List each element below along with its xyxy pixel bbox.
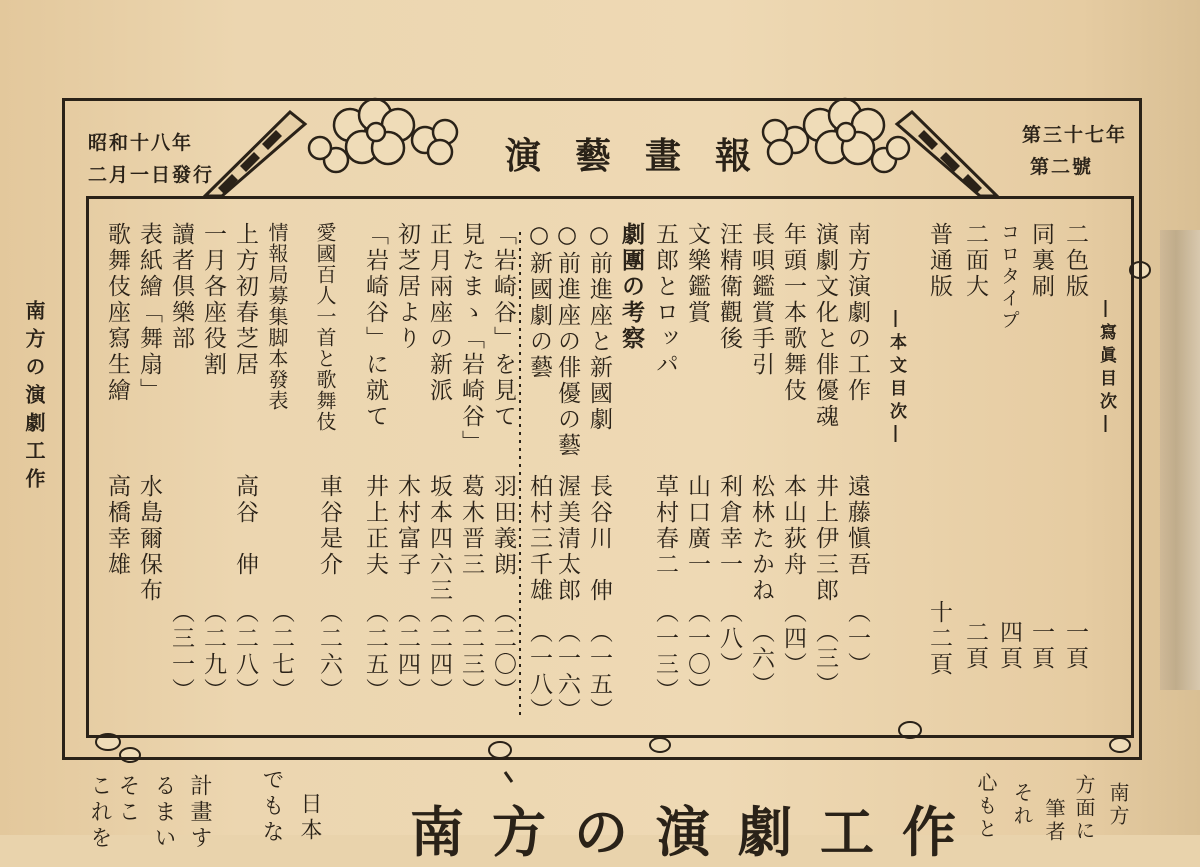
- contents2-author: 高谷 伸: [232, 474, 258, 578]
- body-fragment: 心もと: [974, 772, 998, 841]
- text-heading: ―本文目次―: [886, 310, 906, 448]
- contents-page: （一〇）: [684, 600, 710, 704]
- contents-author: 山口廣一: [684, 474, 710, 578]
- feature-heading: 劇團の考察: [618, 222, 645, 352]
- contents-title: 演劇文化と俳優魂: [812, 222, 838, 430]
- contents2-author: 水島爾保布: [136, 474, 162, 604]
- feature-author: 長谷川 伸: [586, 474, 612, 604]
- photo-item-page: 十二頁: [926, 600, 952, 678]
- photo-item-page: 一頁: [1062, 620, 1088, 672]
- contents2-title: 一月各座役割: [200, 222, 226, 378]
- body-fragment: 南方: [1106, 782, 1130, 828]
- contents-author: 草村春二: [652, 474, 678, 578]
- photo-item-page: 一頁: [1028, 620, 1054, 672]
- contents2-page: （二七）: [268, 600, 294, 704]
- body-fragment: でもな: [259, 768, 284, 846]
- contents2-page: （二九）: [200, 600, 226, 704]
- body-fragment: るまい: [151, 774, 176, 852]
- contents-author: 井上伊三郎: [812, 474, 838, 604]
- body-fragment: そこ: [115, 774, 140, 826]
- photo-item-name: 二色版: [1062, 222, 1088, 300]
- feature-page: （一五）: [586, 620, 612, 724]
- contents2-page: （二八）: [232, 600, 258, 704]
- body-fragment: 日本: [297, 792, 322, 844]
- contents2-author: 葛木晋三: [458, 474, 484, 578]
- contents2-title: 見たまゝ「岩崎谷」: [458, 222, 484, 456]
- contents2-title: 愛國百人一首と歌舞伎: [313, 222, 337, 432]
- bottom-headline: 南方の演劇工作: [410, 800, 984, 864]
- body-fragment: 方面に: [1072, 774, 1096, 843]
- date-line-2: 二月一日發行: [88, 164, 215, 186]
- contents2-page: （二六）: [316, 600, 342, 704]
- contents2-title: 初芝居より: [394, 222, 420, 352]
- contents-page: （六）: [748, 620, 774, 698]
- contents-title: 汪精衛觀後: [716, 222, 742, 352]
- issue-line-2: 第二號: [1030, 156, 1094, 178]
- contents2-page: （二〇）: [490, 600, 516, 704]
- contents2-title: 歌舞伎座寫生繪: [104, 222, 130, 404]
- contents-page: （一三）: [652, 600, 678, 704]
- contents2-page: （三一）: [168, 600, 194, 704]
- contents-page: （一）: [844, 600, 870, 678]
- body-fragment: これを: [87, 774, 112, 852]
- contents-page: （四）: [780, 600, 806, 678]
- contents2-author: 井上正夫: [362, 474, 388, 578]
- contents-title: 南方演劇の工作: [844, 222, 870, 404]
- contents-author: 利倉幸一: [716, 474, 742, 578]
- photo-item-name: 二面大: [962, 222, 988, 300]
- photo-heading: ―寫眞目次―: [1096, 300, 1116, 438]
- feature-title: ○前進座の俳優の藝: [554, 222, 580, 459]
- contents2-author: 羽田義朗: [490, 474, 516, 578]
- contents2-author: 坂本四六三: [426, 474, 452, 604]
- contents-author: 本山荻舟: [780, 474, 806, 578]
- date-line-1: 昭和十八年: [88, 132, 194, 154]
- contents2-author: 高橋幸雄: [104, 474, 130, 578]
- contents2-title: 讀者倶樂部: [168, 222, 194, 352]
- contents2-page: （二四）: [426, 600, 452, 704]
- side-caption: 南方の演劇工作: [22, 300, 46, 496]
- photo-item-page: 二頁: [962, 620, 988, 672]
- photo-item-name: 同裏刷: [1028, 222, 1054, 300]
- contents-page: （三）: [812, 620, 838, 698]
- photo-item-name: 普通版: [926, 222, 952, 300]
- photo-item-page: 四頁: [996, 620, 1022, 672]
- contents2-author: 車谷是介: [316, 474, 342, 578]
- issue-line-1: 第三十七年: [1022, 124, 1128, 146]
- contents2-title: 情報局募集脚本發表: [265, 222, 289, 411]
- masthead-title: 演藝畫報: [505, 135, 786, 177]
- photo-item-name: コロタイプ: [998, 222, 1020, 332]
- feature-page: （一六）: [554, 620, 580, 724]
- contents2-page: （二五）: [362, 600, 388, 704]
- contents2-title: 正月兩座の新派: [426, 222, 452, 404]
- contents-title: 文樂鑑賞: [684, 222, 710, 326]
- feature-page: （一八）: [526, 620, 552, 724]
- contents-page: （八）: [716, 600, 742, 678]
- body-fragment: 筆者: [1042, 798, 1066, 844]
- body-fragment: それ: [1010, 782, 1034, 828]
- contents2-page: （二三）: [458, 600, 484, 704]
- contents2-title: 表紙繪「舞扇」: [136, 222, 162, 404]
- contents2-author: 木村富子: [394, 474, 420, 578]
- contents2-title: 「岩崎谷」に就て: [362, 222, 388, 430]
- feature-author: 柏村三千雄: [526, 474, 552, 604]
- feature-title: ○新國劇の藝: [526, 222, 552, 381]
- contents-title: 長唄鑑賞手引: [748, 222, 774, 378]
- feature-author: 渥美清太郎: [554, 474, 580, 604]
- contents-author: 遠藤愼吾: [844, 474, 870, 578]
- contents-title: 年頭一本歌舞伎: [780, 222, 806, 404]
- feature-title: ○前進座と新國劇: [586, 222, 612, 433]
- contents2-title: 「岩崎谷」を見て: [490, 222, 516, 430]
- body-fragment: 計畫す: [187, 774, 212, 852]
- contents-author: 松林たかね: [748, 474, 774, 604]
- contents2-page: （二四）: [394, 600, 420, 704]
- contents-title: 五郎とロッパ: [652, 222, 678, 378]
- contents2-title: 上方初春芝居: [232, 222, 258, 378]
